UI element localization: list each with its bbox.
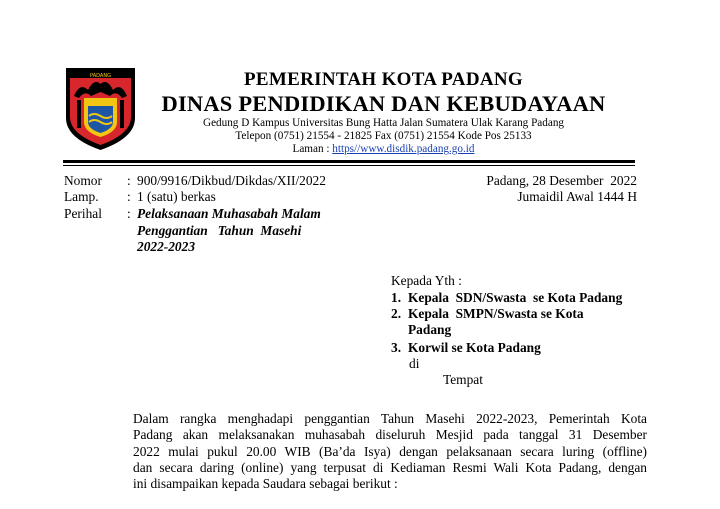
lamp-colon: : [127,189,131,204]
perihal-colon: : [127,206,131,221]
perihal-line: Penggantian Tahun Masehi [137,222,302,238]
recipient-name: Korwil se Kota Padang [408,340,541,355]
recipient-name: Kepala SMPN/Swasta se Kota [408,306,584,321]
body-line: dan secara daring (online) yang terpusat di Kediaman Resmi Wali Kota Padang, dengan [133,459,647,475]
body-paragraph [133,411,647,492]
nomor-value: 900/9916/Dikbud/Dikdas/XII/2022 [137,173,326,188]
lamp-value: 1 (satu) berkas [137,189,216,204]
letterhead-phone: Telepon (0751) 21554 - 21825 Fax (0751) 21554 Kode Pos 25133 [235,130,532,142]
body-line: Padang akan melaksanakan muhasabah diseluruh Mesjid pada tanggal 31 Desember [133,427,647,443]
nomor-colon: : [127,173,131,188]
letterhead-government: PEMERINTAH KOTA PADANG [244,69,523,90]
addressee-tempat: Tempat [443,372,483,387]
svg-text:PADANG: PADANG [90,73,111,79]
body-line: Dalam rangka menghadapi penggantian Tahun Masehi 2022-2023, Pemerintah Kota [133,411,647,426]
letterhead-divider-thick [63,160,635,163]
perihal-line: Pelaksanaan Muhasabah Malam [137,206,321,221]
perihal-value [137,206,321,256]
recipient-name-continued: Padang [408,322,452,337]
addressee-di: di [409,356,420,371]
perihal-line: 2022-2023 [137,239,196,254]
recipient-number: 1. [391,290,402,305]
recipient-number: 3. [391,340,402,355]
letterhead-address: Gedung D Kampus Universitas Bung Hatta Jalan Sumatera Ulak Karang Padang [202,117,565,129]
recipient-number: 2. [391,306,402,321]
perihal-label: Perihal [64,206,102,221]
body-line: ini disampaikan kepada Saudara sebagai berikut : [133,476,398,492]
recipient-name: Kepala SDN/Swasta se Kota Padang [408,290,623,305]
letter-date: Padang, 28 Desember 2022 [486,173,637,188]
website-label: Laman : [292,143,333,155]
letterhead-website [146,143,621,155]
kepada-yth: Kepada Yth : [391,273,462,288]
letter-date-hijri: Jumaidil Awal 1444 H [517,189,637,204]
letterhead-agency: DINAS PENDIDIKAN DAN KEBUDAYAAN [161,91,606,116]
letterhead-divider-thin [63,165,635,166]
lamp-label: Lamp. [64,189,99,204]
body-line: 2022 mulai pukul 20.00 WIB (Ba’da Isya) dengan pelaksanaan secara luring (offline) [133,443,647,459]
website-link[interactable]: https//www.disdik.padang.go.id [332,143,475,155]
nomor-label: Nomor [64,173,102,188]
padang-coat-of-arms-logo [64,66,137,152]
